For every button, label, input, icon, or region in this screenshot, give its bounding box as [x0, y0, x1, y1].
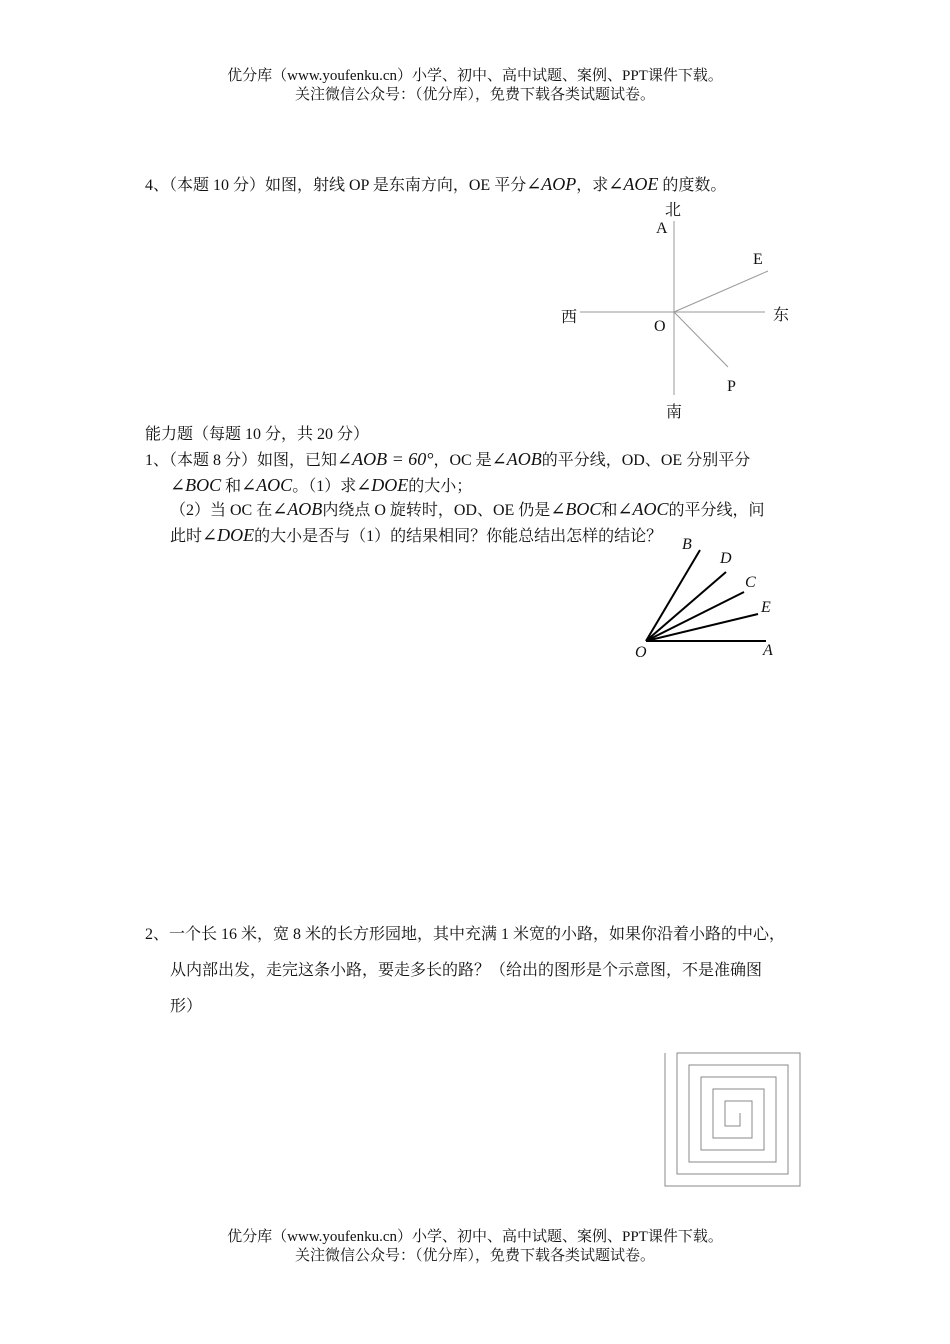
q2-line-1: 2、一个长 16 米，宽 8 米的长方形园地，其中充满 1 米宽的小路，如果你沿着小路的中心， — [145, 926, 786, 943]
q4-math-2: ∠AOE — [608, 174, 659, 194]
label-north: 北 — [665, 202, 682, 219]
header-line-2: 关注微信公众号：（优分库），免费下载各类试题试卷。 — [294, 87, 655, 103]
label-o: O — [654, 318, 666, 335]
angle-rays-figure — [630, 535, 790, 670]
footer-line-1: 优分库（www.youfenku.cn）小学、初中、高中试题、案例、PPT课件下载。 — [227, 1229, 723, 1245]
q1-line-2 — [170, 474, 472, 498]
label-p: P — [727, 378, 736, 395]
q4-text-2: ，求 — [576, 177, 609, 194]
label-a: A — [656, 220, 668, 237]
q1-l4-text-2: 的大小是否与（1）的结果相同？你能总结出怎样的结论？ — [254, 528, 663, 545]
header-line-1: 优分库（www.youfenku.cn）小学、初中、高中试题、案例、PPT课件下载。 — [227, 68, 723, 84]
q1-l2-text-1: 和 — [221, 478, 242, 495]
q2-line-2: 从内部出发，走完这条小路，要走多长的路？（给出的图形是个示意图，不是准确图 — [170, 962, 763, 979]
page-footer — [0, 1228, 950, 1266]
label-e: E — [753, 251, 763, 268]
label-d: D — [720, 550, 732, 567]
spiral-path — [665, 1053, 800, 1186]
label-o: O — [635, 644, 647, 661]
label-south: 南 — [666, 404, 683, 421]
q1-l2-math-1: ∠BOC — [170, 475, 222, 495]
q1-l1-math-2: ∠AOB — [491, 449, 542, 469]
spiral-path-figure — [662, 1050, 804, 1190]
q1-l2-text-2: 。（1）求 — [292, 478, 357, 495]
label-a: A — [763, 642, 773, 659]
label-c: C — [745, 574, 756, 591]
label-west: 西 — [561, 309, 578, 326]
q4-text-1: 4、（本题 10 分）如图，射线 OP 是东南方向，OE 平分 — [145, 177, 527, 194]
q1-l2-math-2: ∠AOC — [241, 475, 293, 495]
q2-line-3: 形） — [170, 998, 203, 1015]
q4-text-3: 的度数。 — [658, 177, 727, 194]
q1-l3-text-3: 和 — [601, 502, 618, 519]
q1-l3-text-4: 的平分线，问 — [668, 502, 765, 519]
q1-l3-text-1: （2）当 OC 在 — [170, 502, 273, 519]
label-b: B — [682, 536, 692, 553]
q1-l3-math-3: ∠AOC — [617, 499, 669, 519]
q1-line-3 — [170, 498, 765, 522]
compass-figure — [540, 195, 800, 425]
q1-l4-text-1: 此时 — [170, 528, 203, 545]
q1-l2-text-3: 的大小； — [408, 478, 473, 495]
q1-l1-text-3: 的平分线，OD、OE 分别平分 — [541, 452, 751, 469]
label-east: 东 — [773, 307, 790, 324]
q1-l4-math-1: ∠DOE — [202, 525, 255, 545]
q1-l3-text-2: 内绕点 O 旋转时，OD、OE 仍是 — [322, 502, 551, 519]
q1-l2-math-3: ∠DOE — [356, 475, 409, 495]
q1-l3-math-1: ∠AOB — [272, 499, 323, 519]
q4-math-1: ∠AOP — [526, 174, 577, 194]
label-e: E — [761, 599, 771, 616]
q1-line-1 — [145, 448, 750, 472]
q1-l1-text-1: 1、（本题 8 分）如图，已知 — [145, 452, 338, 469]
footer-line-2: 关注微信公众号：（优分库），免费下载各类试题试卷。 — [294, 1248, 655, 1264]
q1-l1-text-2: ，OC 是 — [433, 452, 492, 469]
q1-l3-math-2: ∠BOC — [550, 499, 602, 519]
compass-lines — [540, 195, 800, 425]
q1-line-4 — [170, 524, 662, 548]
page-header — [0, 67, 950, 105]
question-4 — [145, 173, 726, 197]
section-title: 能力题（每题 10 分，共 20 分） — [145, 426, 370, 443]
q1-l1-math-1: ∠AOB = 60° — [337, 449, 434, 469]
ray-oe — [674, 271, 768, 312]
ray-op — [674, 312, 728, 367]
